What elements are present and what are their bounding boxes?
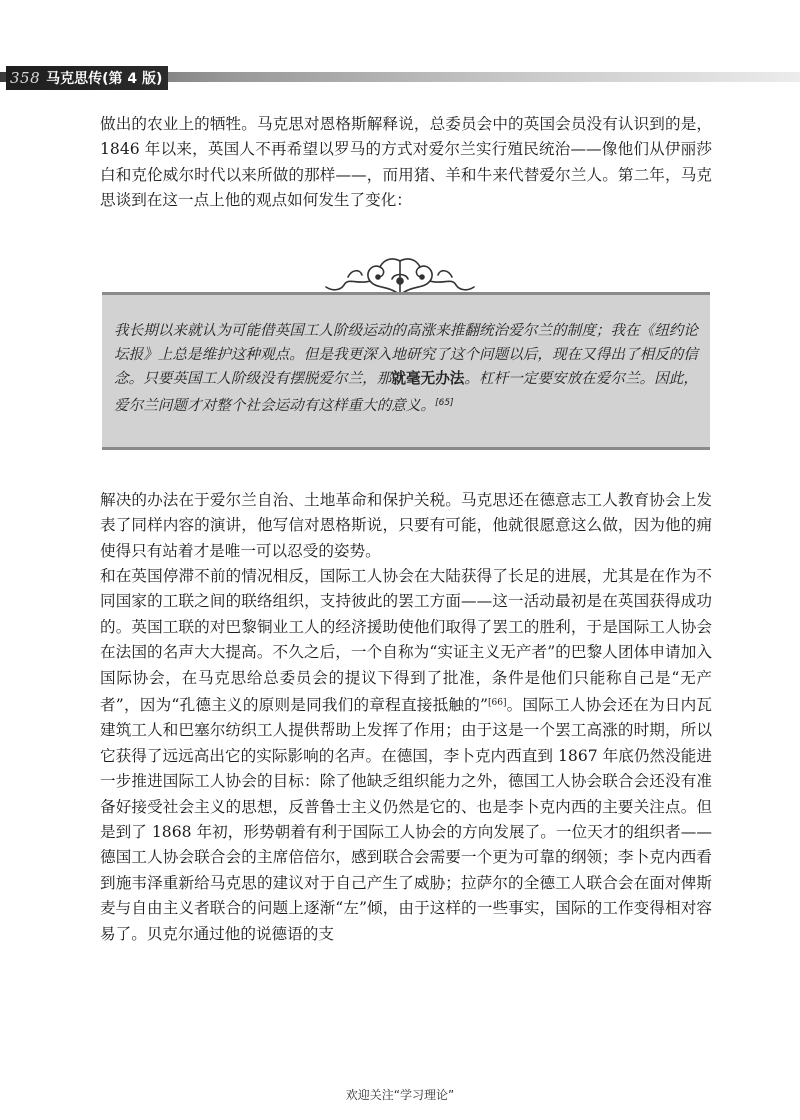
quote-text (114, 319, 698, 418)
book-title: 马克思传(第 4 版) (46, 71, 163, 87)
paragraph-solution: 解决的办法在于爱尔兰自治、土地革命和保护关税。马克思还在德意志工人教育协会上发表了同样内容的演讲，他写信对恩格斯说，只要有可能，他就很愿意这么做，因为他的痈使得只有站着才是唯一可以忍受的姿势。 (100, 491, 712, 560)
quote-text-part-2: 。杠杆一定要安放在爱尔兰。因此，爱尔兰问题才对整个社会运动有这样重大的意义。 (114, 370, 698, 414)
paragraph-international-part-1: 和在英国停滞不前的情况相反，国际工人协会在大陆获得了长足的进展，尤其是在作为不同国家的工联之间的联络组织，支持彼此的罢工方面——这一活动最初是在英国获得成功的。英国工联的对巴黎铜业工人的经济援助使他们取得了罢工的胜利，于是国际工人协会在法国的名声大大提高。不久之后，一个自称为“实证主义无产者”的巴黎人团体申请加入国际协会，在马克思给总委员会的提议下得到了批准，条件是他们只能称自己是“无产者”，因为“孔德主义的原则是同我们的章程直接抵触的” (100, 567, 712, 715)
page-footer: 欢迎关注“学习理论” (345, 1088, 455, 1102)
block-quote (102, 292, 710, 450)
footnote-ref-65: [65] (435, 398, 454, 408)
paragraph-intro: 做出的农业上的牺牲。马克思对恩格斯解释说，总委员会中的英国会员没有认识到的是，1846 年以来，英国人不再希望以罗马的方式对爱尔兰实行殖民统治——像他们从伊丽莎白和克伦威尔时代以来所做的那样——，而用猪、羊和牛来代替爱尔兰人。第二年，马克思谈到在这一点上他的观点如何发生了变化： (100, 115, 712, 210)
paragraph-international (100, 564, 712, 947)
quote-text-part-1: 我长期以来就认为可能借英国工人阶级运动的高涨来推翻统治爱尔兰的制度；我在《纽约论坛报》上总是维护这种观点。但是我更深入地研究了这个问题以后，现在又得出了相反的信念。只要英国工人阶级没有摆脱爱尔兰，那 (114, 322, 698, 387)
footnote-ref-66: [66] (487, 698, 507, 709)
paragraph-international-part-2: 。国际工人协会还在为日内瓦建筑工人和巴塞尔纺织工人提供帮助上发挥了作用；由于这是一个罢工高涨的时期，所以它获得了远远高出它的实际影响的名声。在德国，李卜克内西直到 1867 年底仍然没能进一步推进国际工人协会的目标：除了他缺乏组织能力之外，德国工人协会联合会还没有准备好接受社会主义的思想，反普鲁士主义仍然是它的、也是李卜克内西的主要关注点。但是到了 1868 年初，形势朝着有利于国际工人协会的方向发展了。一位天才的组织者——德国工人协会联合会的主席倍倍尔，感到联合会需要一个更为可靠的纲领；李卜克内西看到施韦泽重新给马克思的建议对于自己产生了威胁；拉萨尔的全德工人联合会在面对俾斯麦与自由主义者联合的问题上逐渐“左”倾，由于这样的一些事实，国际的工作变得相对容易了。贝克尔通过他的说德语的支 (100, 696, 712, 943)
header-label (6, 66, 168, 90)
quote-emphasis: 就毫无办法 (391, 370, 465, 387)
page-number: 358 (10, 69, 41, 87)
running-header (0, 66, 800, 90)
